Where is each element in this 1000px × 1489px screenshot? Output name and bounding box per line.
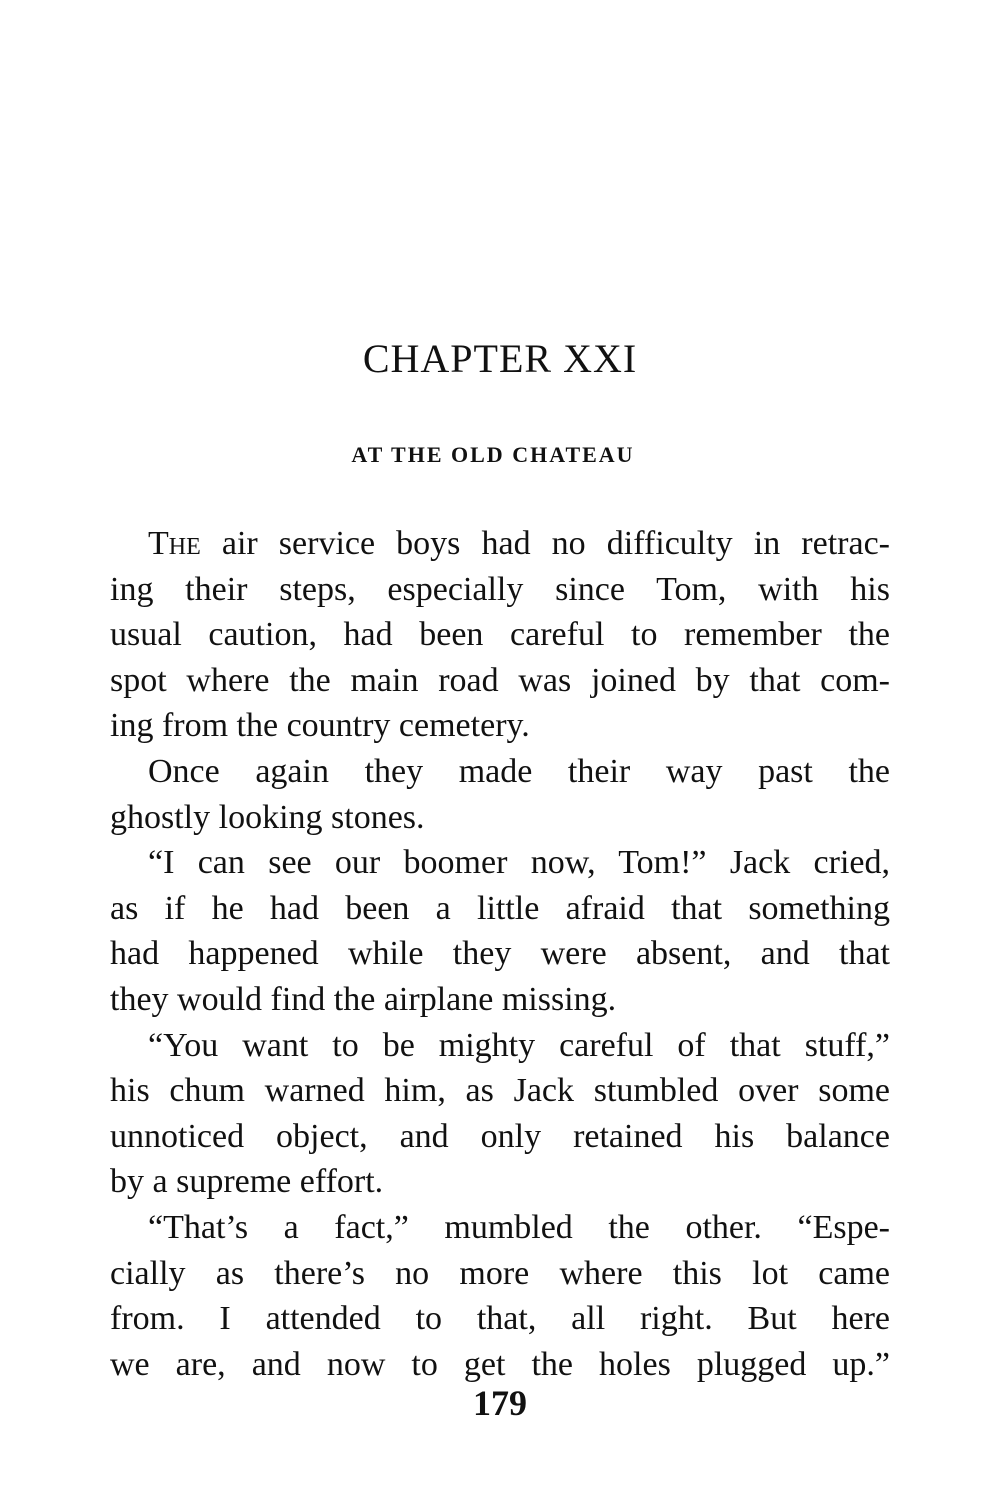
- chapter-number: CHAPTER XXI: [362, 336, 638, 381]
- text-line: “That’s a fact,” mumbled the other. “Espe-: [148, 1208, 890, 1246]
- body-text: [110, 521, 890, 1387]
- chapter-title: AT THE OLD CHATEAU: [351, 442, 635, 467]
- text-line: [110, 521, 890, 567]
- text-line: “I can see our boomer now, Tom!” Jack cried,: [148, 844, 890, 882]
- lead-word: The: [148, 525, 201, 562]
- text-line: spot where the main road was joined by that com-: [110, 661, 890, 699]
- text-line: they would find the airplane missing.: [110, 980, 617, 1018]
- text-line: his chum warned him, as Jack stumbled over some: [110, 1072, 890, 1110]
- text-line: ing from the country cemetery.: [110, 707, 530, 745]
- page-number: 179: [473, 1383, 527, 1423]
- text-line: Once again they made their way past the: [148, 752, 890, 790]
- text-line: as if he had been a little afraid that something: [110, 889, 890, 927]
- text-line: ing their steps, especially since Tom, with his: [110, 570, 890, 608]
- text-line: “You want to be mighty careful of that stuff,”: [148, 1026, 890, 1064]
- text-line: usual caution, had been careful to remember the: [110, 616, 890, 654]
- text-line: ghostly looking stones.: [110, 798, 425, 836]
- text-line: cially as there’s no more where this lot came: [110, 1254, 890, 1292]
- text-line: from. I attended to that, all right. But here: [110, 1300, 890, 1338]
- text-line: unnoticed object, and only retained his balance: [110, 1117, 890, 1155]
- text-line: by a supreme effort.: [110, 1163, 384, 1201]
- text-line: had happened while they were absent, and that: [110, 935, 890, 973]
- text-line: we are, and now to get the holes plugged up.”: [110, 1345, 890, 1383]
- text-line-content: air service boys had no difficulty in retrac-: [200, 525, 890, 562]
